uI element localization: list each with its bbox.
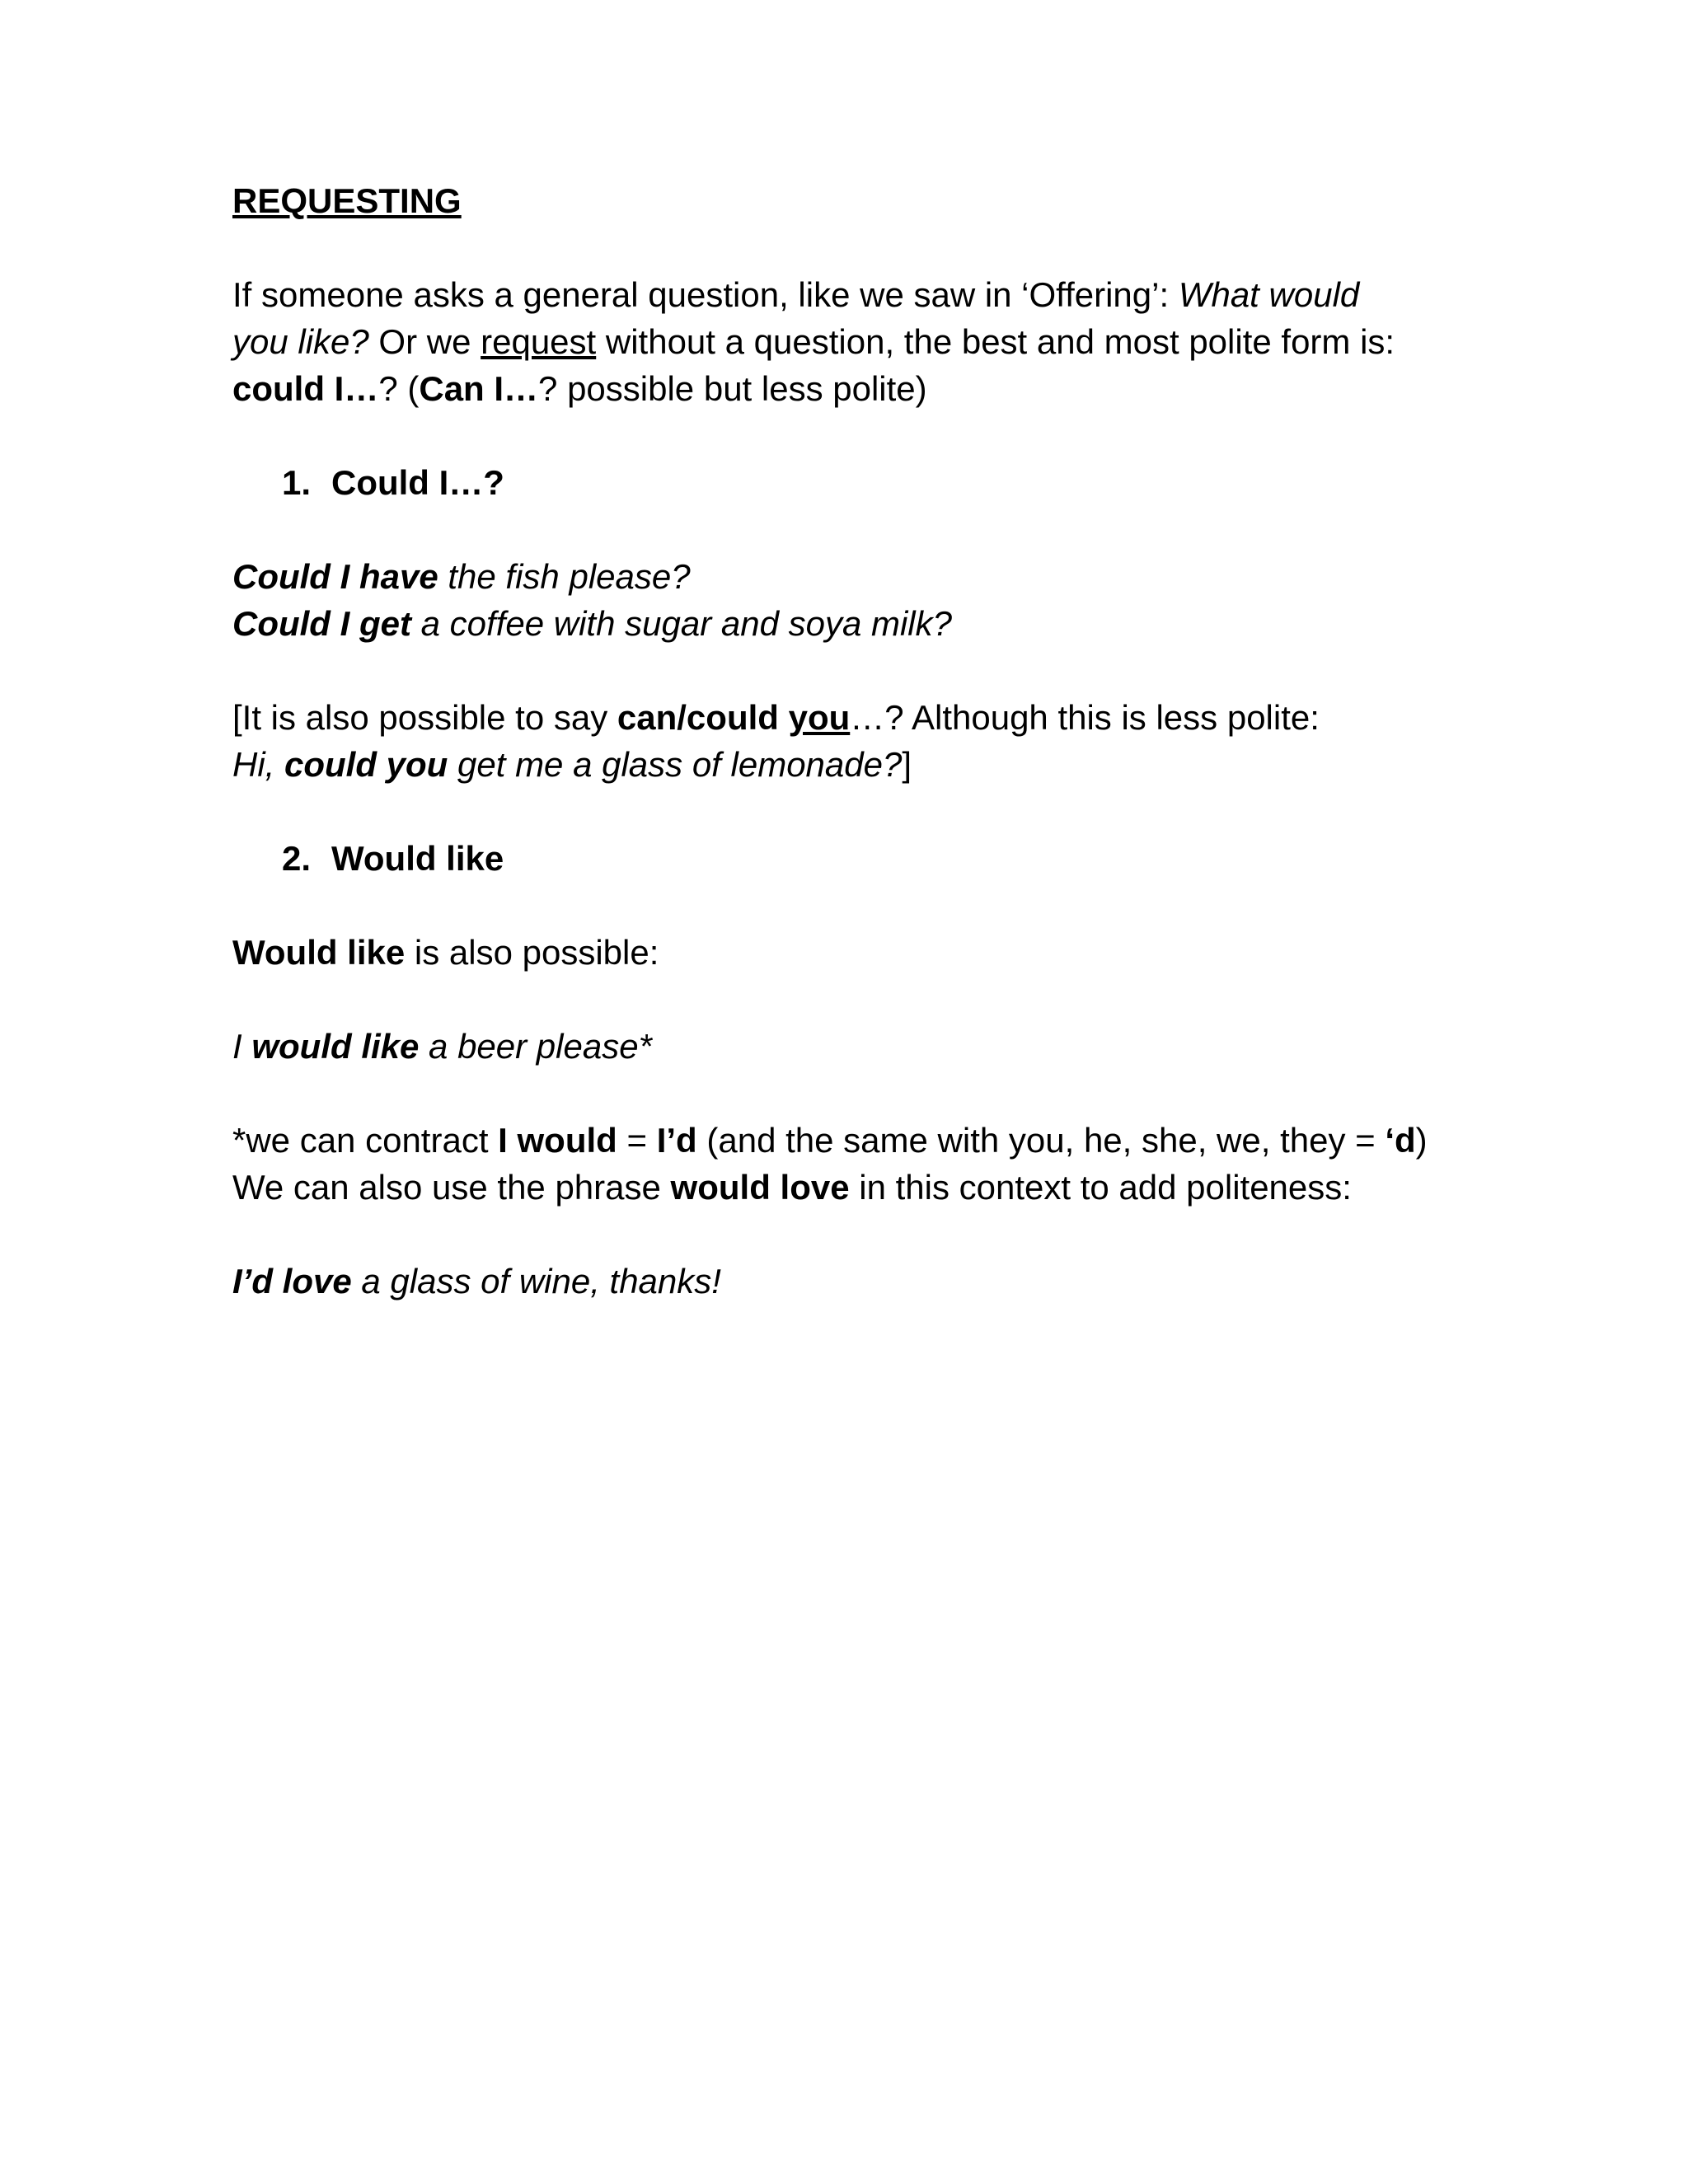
example-text: the fish please? bbox=[438, 557, 691, 596]
intro-italic: you like? bbox=[232, 322, 369, 361]
footnote-bold: would love bbox=[670, 1168, 850, 1207]
would-like-paragraph bbox=[232, 929, 1485, 976]
example-bold: Could I have bbox=[232, 557, 438, 596]
intro-italic: What would bbox=[1178, 275, 1360, 314]
footnote-paragraph bbox=[232, 1117, 1485, 1211]
footnote-text: *we can contract bbox=[232, 1121, 499, 1160]
intro-text: Or we bbox=[368, 322, 481, 361]
footnote-text: in this context to add politeness: bbox=[849, 1168, 1352, 1207]
example-bold: Could I get bbox=[232, 604, 411, 643]
document-page bbox=[232, 177, 1485, 1352]
examples-could-i bbox=[232, 553, 1485, 647]
intro-text: If someone asks a general question, like we saw in ‘Offering’: bbox=[232, 275, 1179, 314]
footnote-text: (and the same with you, he, she, we, they = bbox=[696, 1121, 1386, 1160]
intro-paragraph bbox=[232, 271, 1485, 412]
note-bold-underline: you bbox=[788, 698, 851, 737]
intro-bold: Can I… bbox=[419, 369, 539, 408]
example-bold: would like bbox=[251, 1027, 420, 1066]
example-line bbox=[232, 553, 1485, 600]
section-heading-could-i bbox=[232, 459, 1485, 506]
note-line-2 bbox=[232, 741, 1485, 788]
example-text: a glass of wine, thanks! bbox=[351, 1262, 721, 1301]
note-paragraph bbox=[232, 694, 1485, 788]
would-like-line bbox=[232, 929, 1485, 976]
footnote-text: = bbox=[617, 1121, 657, 1160]
list-number: 2. bbox=[282, 839, 312, 878]
intro-line-1 bbox=[232, 271, 1485, 318]
footnote-text: ) bbox=[1415, 1121, 1428, 1160]
note-text: …? Although this is less polite: bbox=[850, 698, 1320, 737]
example-bold: I’d love bbox=[232, 1262, 352, 1301]
list-number: 1. bbox=[282, 463, 312, 502]
section-title: Could I…? bbox=[331, 463, 504, 502]
footnote-text: We can also use the phrase bbox=[232, 1168, 671, 1207]
note-bold-italic: could you bbox=[284, 745, 448, 784]
example-line bbox=[232, 600, 1485, 647]
would-like-bold: Would like bbox=[232, 933, 406, 972]
section-heading-would-like bbox=[232, 835, 1485, 882]
footnote-bold: I’d bbox=[656, 1121, 697, 1160]
note-italic: Hi, bbox=[232, 745, 284, 784]
note-text: [It is also possible to say bbox=[232, 698, 617, 737]
intro-underline: request bbox=[481, 322, 597, 361]
intro-line-2 bbox=[232, 318, 1485, 365]
example-would-like bbox=[232, 1023, 1485, 1070]
example-text: a beer please* bbox=[419, 1027, 652, 1066]
note-text: ] bbox=[902, 745, 912, 784]
would-like-text: is also possible: bbox=[405, 933, 659, 972]
example-text: I bbox=[232, 1027, 252, 1066]
footnote-bold: ‘d bbox=[1385, 1121, 1416, 1160]
section-title: Would like bbox=[331, 839, 504, 878]
intro-bold: could I… bbox=[232, 369, 379, 408]
intro-text: ? ( bbox=[378, 369, 420, 408]
footnote-line-2 bbox=[232, 1164, 1485, 1211]
intro-line-3 bbox=[232, 365, 1485, 412]
example-would-love bbox=[232, 1258, 1485, 1305]
footnote-bold: I would bbox=[498, 1121, 617, 1160]
intro-text: without a question, the best and most polite form is: bbox=[596, 322, 1395, 361]
example-text: a coffee with sugar and soya milk? bbox=[410, 604, 952, 643]
note-bold: can/could bbox=[617, 698, 789, 737]
note-italic: get me a glass of lemonade? bbox=[448, 745, 903, 784]
page-title: REQUESTING bbox=[232, 181, 462, 220]
example-line bbox=[232, 1258, 1485, 1305]
example-line bbox=[232, 1023, 1485, 1070]
footnote-line-1 bbox=[232, 1117, 1485, 1164]
intro-text: ? possible but less polite) bbox=[538, 369, 927, 408]
note-line-1 bbox=[232, 694, 1485, 741]
